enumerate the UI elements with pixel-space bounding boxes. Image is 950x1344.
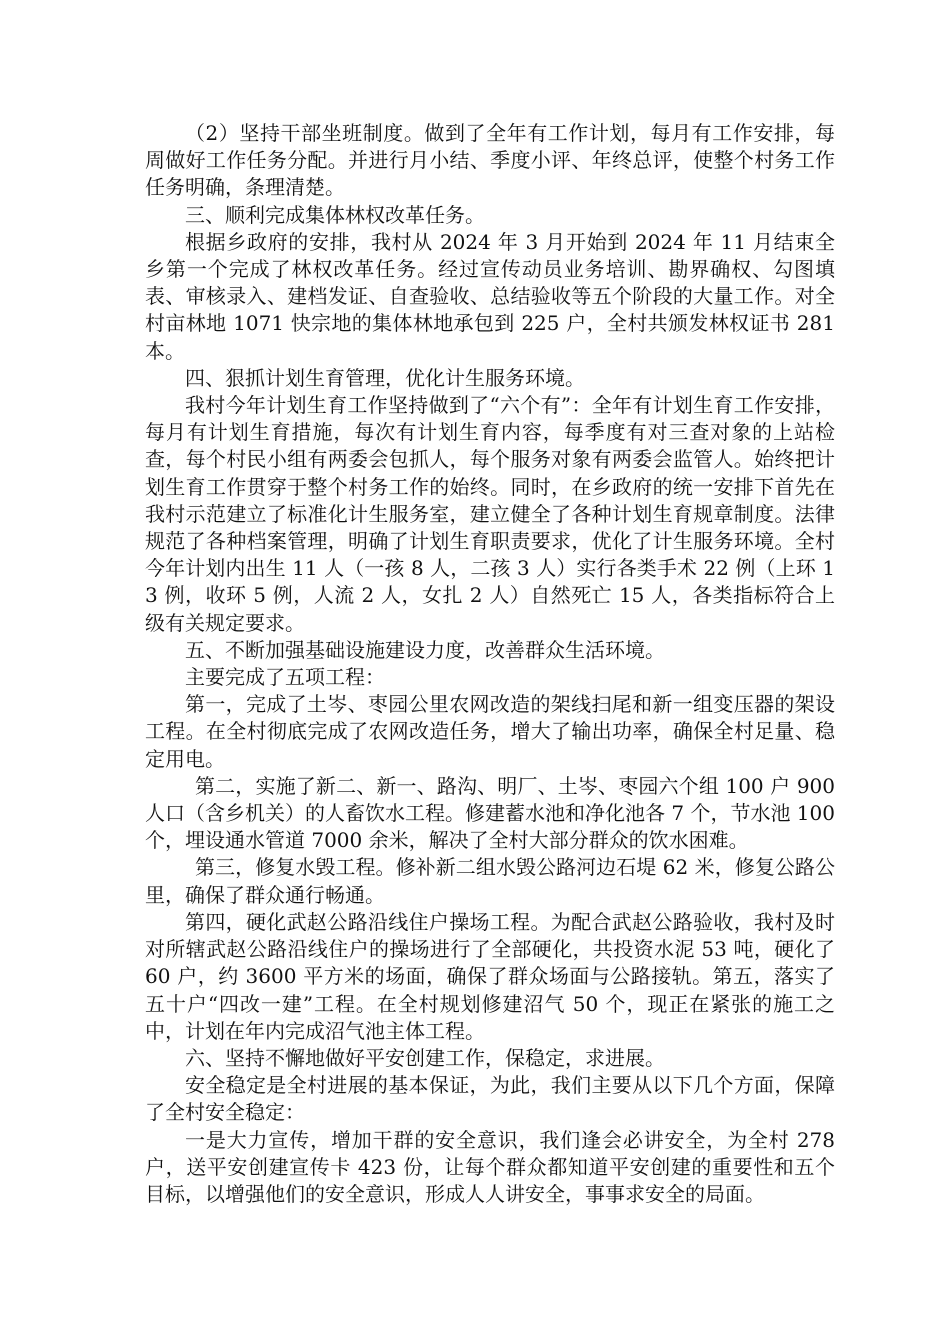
paragraph-five-projects-intro: 主要完成了五项工程： <box>185 665 385 690</box>
paragraph-project-one: 第一，完成了土岑、枣园公里农网改造的架线扫尾和新一组变压器的架设工程。在全村彻底完成了农网改造任务，增大了输出功率，确保全村足量、稳定用电。 <box>145 692 835 771</box>
paragraph-safety-intro: 安全稳定是全村进展的基本保证，为此，我们主要从以下几个方面，保障了全村安全稳定： <box>145 1073 835 1125</box>
section-heading-infrastructure: 五、不断加强基础设施建设力度，改善群众生活环境。 <box>185 637 665 662</box>
paragraph-safety-publicity: 一是大力宣传，增加干群的安全意识，我们逢会必讲安全，为全村 278 户，送平安创建宣传卡 423 份，让每个群众都知道平安创建的重要性和五个目标，以增强他们的安全意识，形成人人讲安全，事事求安全的局面。 <box>145 1127 835 1206</box>
paragraph-family-planning: 我村今年计划生育工作坚持做到了“六个有”：全年有计划生育工作安排，每月有计划生育措施，每次有计划生育内容，每季度有对三查对象的上站检查，每个村民小组有两委会包抓人，每个服务对象有两委会监管人。始终把计划生育工作贯穿于整个村务工作的始终。同时，在乡政府的统一安排下首先在我村示范建立了标准化计生服务室，建立健全了各种计划生育规章制度。法律规范了各种档案管理，明确了计划生育职责要求，优化了计生服务环境。全村今年计划内出生 11 人（一孩 8 人，二孩 3 人）实行各类手术 22 例（上环 13 例，收环 5 例，人流 2 人，女扎 2 人）自然死亡 15 人，各类指标符合上级有关规定要求。 <box>145 393 835 635</box>
section-heading-family-planning: 四、狠抓计划生育管理，优化计生服务环境。 <box>185 365 585 390</box>
paragraph-project-three: 第三，修复水毁工程。修补新二组水毁公路河边石堤 62 米，修复公路公里，确保了群众通行畅通。 <box>145 855 835 907</box>
section-heading-safety: 六、坚持不懈地做好平安创建工作，保稳定，求进展。 <box>185 1045 665 1070</box>
paragraph-forest-reform: 根据乡政府的安排，我村从 2024 年 3 月开始到 2024 年 11 月结束全乡第一个完成了林权改革任务。经过宣传动员业务培训、勘界确权、勾图填表、审核录入、建档发证、自查验收、总结验收等五个阶段的大量工作。对全村亩林地 1071 快宗地的集体林地承包到 225 户，全村共颁发林权证书 281 本。 <box>145 229 835 363</box>
paragraph-cadre-duty-system: （2）坚持干部坐班制度。做到了全年有工作计划，每月有工作安排，每周做好工作任务分配。并进行月小结、季度小评、年终总评，使整个村务工作任务明确，条理清楚。 <box>145 121 835 200</box>
document-body <box>145 120 835 1208</box>
paragraph-project-two: 第二，实施了新二、新一、路沟、明厂、土岑、枣园六个组 100 户 900 人口（含乡机关）的人畜饮水工程。修建蓄水池和净化池各 7 个，节水池 100 个，埋设通水管道 7000 余米，解决了全村大部分群众的饮水困难。 <box>145 773 835 853</box>
section-heading-forest-reform: 三、顺利完成集体林权改革任务。 <box>185 202 485 227</box>
paragraph-project-four-five: 第四，硬化武赵公路沿线住户操场工程。为配合武赵公路验收，我村及时对所辖武赵公路沿线住户的操场进行了全部硬化，共投资水泥 53 吨，硬化了 60 户，约 3600 平方米的场面，确保了群众场面与公路接轨。第五，落实了五十户“四改一建”工程。在全村规划修建沼气 50 个，现正在紧张的施工之中，计划在年内完成沼气池主体工程。 <box>145 909 835 1043</box>
